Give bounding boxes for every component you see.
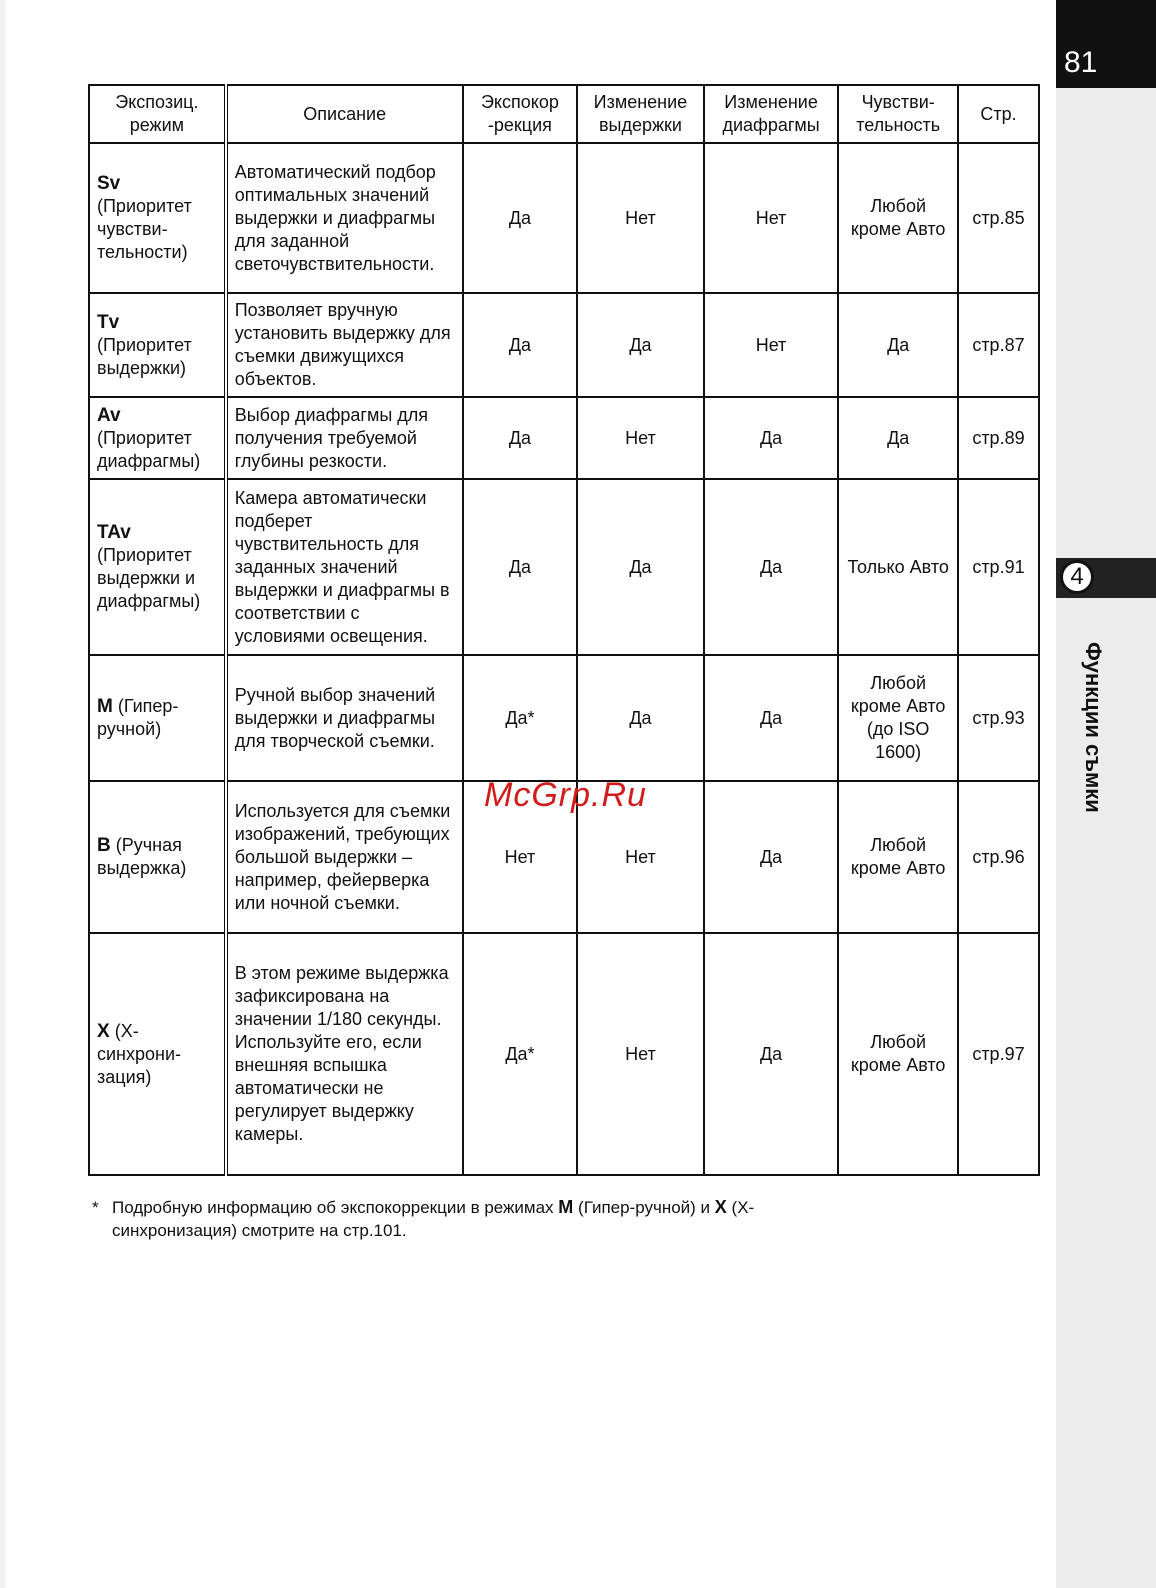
header-page: Стр. — [958, 85, 1039, 143]
sensitivity-cell: Любой кроме Авто — [838, 143, 958, 293]
footnote-mode-x: X — [714, 1197, 727, 1217]
mode-name: (Ручная выдержка) — [97, 835, 187, 878]
page-number: 81 — [1064, 46, 1098, 79]
table-row — [89, 293, 1039, 397]
page-cell: стр.93 — [958, 655, 1039, 781]
table-row — [89, 479, 1039, 655]
sensitivity-cell: Любой кроме Авто — [838, 933, 958, 1175]
sensitivity-cell: Только Авто — [838, 479, 958, 655]
mode-code: M — [97, 696, 113, 717]
header-shutter-change: Изменение выдержки — [577, 85, 704, 143]
shutter-change-cell: Да — [577, 479, 704, 655]
shutter-change-cell: Нет — [577, 933, 704, 1175]
aperture-change-cell: Да — [704, 655, 839, 781]
mode-code: Av — [97, 404, 121, 426]
mode-name: (Приоритет выдержки и диафрагмы) — [97, 545, 201, 611]
exposure-compensation-cell: Да — [463, 143, 577, 293]
header-aperture-change: Изменение диафрагмы — [704, 85, 839, 143]
page-number-tab — [1056, 0, 1156, 88]
mode-cell — [89, 397, 226, 479]
watermark-text: McGrp.Ru — [484, 776, 647, 814]
header-mode: Экспозиц. режим — [89, 85, 226, 143]
mode-code: Sv — [97, 173, 121, 194]
page-cell: стр.85 — [958, 143, 1039, 293]
mode-name: (Приоритет чувстви-тельности) — [97, 196, 192, 262]
header-sensitivity: Чувстви-тельность — [838, 85, 958, 143]
footnote-mode-m: M — [558, 1197, 574, 1217]
aperture-change-cell: Да — [704, 479, 839, 655]
sensitivity-cell: Да — [838, 293, 958, 397]
description-cell: В этом режиме выдержка зафиксирована на значении 1/180 секунды. Используйте его, если внешняя вспышка автоматически не регулирует выдержку камеры. — [226, 933, 463, 1175]
chapter-title: Функции съмки — [1081, 641, 1106, 813]
mode-cell — [89, 479, 226, 655]
page-cell: стр.91 — [958, 479, 1039, 655]
table-header-row — [89, 85, 1039, 143]
description-cell: Позволяет вручную установить выдержку для съемки движущихся объектов. — [226, 293, 463, 397]
mode-name: (X-синхрони-зация) — [97, 1020, 182, 1087]
description-cell: Используется для съемки изображений, требующих большой выдержки – например, фейерверка или ночной съемки. — [226, 781, 463, 933]
chapter-number: 4 — [1070, 563, 1084, 590]
aperture-change-cell: Да — [704, 933, 839, 1175]
table-row — [89, 397, 1039, 479]
page-cell: стр.87 — [958, 293, 1039, 397]
header-exposure-compensation: Экспокор -рекция — [463, 85, 577, 143]
mode-code: B — [97, 835, 111, 856]
footnote-part-1: Подробную информацию об экспокоррекции в режимах — [112, 1198, 554, 1217]
description-cell: Выбор диафрагмы для получения требуемой глубины резкости. — [226, 397, 463, 479]
footnote-part-2: (Гипер-ручной) и — [578, 1198, 711, 1217]
mode-name: (Приоритет диафрагмы) — [97, 427, 201, 471]
aperture-change-cell: Нет — [704, 143, 839, 293]
description-cell: Автоматический подбор оптимальных значений выдержки и диафрагмы для заданной светочувствительности. — [226, 143, 463, 293]
shutter-change-cell: Нет — [577, 781, 704, 933]
exposure-compensation-cell: Да — [463, 397, 577, 479]
mode-code: TAv — [97, 522, 131, 543]
table-row — [89, 933, 1039, 1175]
mode-code: X — [97, 1020, 110, 1042]
shutter-change-cell: Да — [577, 655, 704, 781]
exposure-compensation-cell: Да — [463, 293, 577, 397]
shutter-change-cell: Нет — [577, 397, 704, 479]
mode-name: (Приоритет выдержки) — [97, 334, 192, 378]
footnote-asterisk: * — [92, 1198, 99, 1217]
mode-cell — [89, 781, 226, 933]
exposure-compensation-cell: Нет — [463, 781, 577, 933]
page-cell: стр.89 — [958, 397, 1039, 479]
table-row — [89, 143, 1039, 293]
footnote-text — [112, 1196, 852, 1242]
shutter-change-cell: Нет — [577, 143, 704, 293]
mode-cell — [89, 655, 226, 781]
sensitivity-cell: Любой кроме Авто — [838, 781, 958, 933]
mode-cell — [89, 293, 226, 397]
mode-cell — [89, 143, 226, 293]
exposure-modes-table — [88, 84, 1040, 1176]
table-row — [89, 655, 1039, 781]
shutter-change-cell: Да — [577, 293, 704, 397]
page-cell: стр.96 — [958, 781, 1039, 933]
mode-cell — [89, 933, 226, 1175]
header-description: Описание — [226, 85, 463, 143]
aperture-change-cell: Да — [704, 781, 839, 933]
aperture-change-cell: Да — [704, 397, 839, 479]
page-left-edge — [0, 0, 6, 1588]
description-cell: Камера автоматически подберет чувствительность для заданных значений выдержки и диафрагмы в соответствии с условиями освещения. — [226, 479, 463, 655]
exposure-compensation-cell: Да* — [463, 655, 577, 781]
aperture-change-cell: Нет — [704, 293, 839, 397]
page-cell: стр.97 — [958, 933, 1039, 1175]
footnote — [92, 1196, 852, 1242]
chapter-number-badge — [1060, 560, 1094, 594]
mode-code: Tv — [97, 311, 120, 333]
footnote-part-3: (X-синхронизация) смотрите на стр.101. — [112, 1198, 755, 1240]
description-cell: Ручной выбор значений выдержки и диафрагмы для творческой съемки. — [226, 655, 463, 781]
sensitivity-cell: Да — [838, 397, 958, 479]
exposure-compensation-cell: Да — [463, 479, 577, 655]
exposure-compensation-cell: Да* — [463, 933, 577, 1175]
mode-name: (Гипер-ручной) — [97, 696, 179, 739]
sensitivity-cell: Любой кроме Авто (до ISO 1600) — [838, 655, 958, 781]
